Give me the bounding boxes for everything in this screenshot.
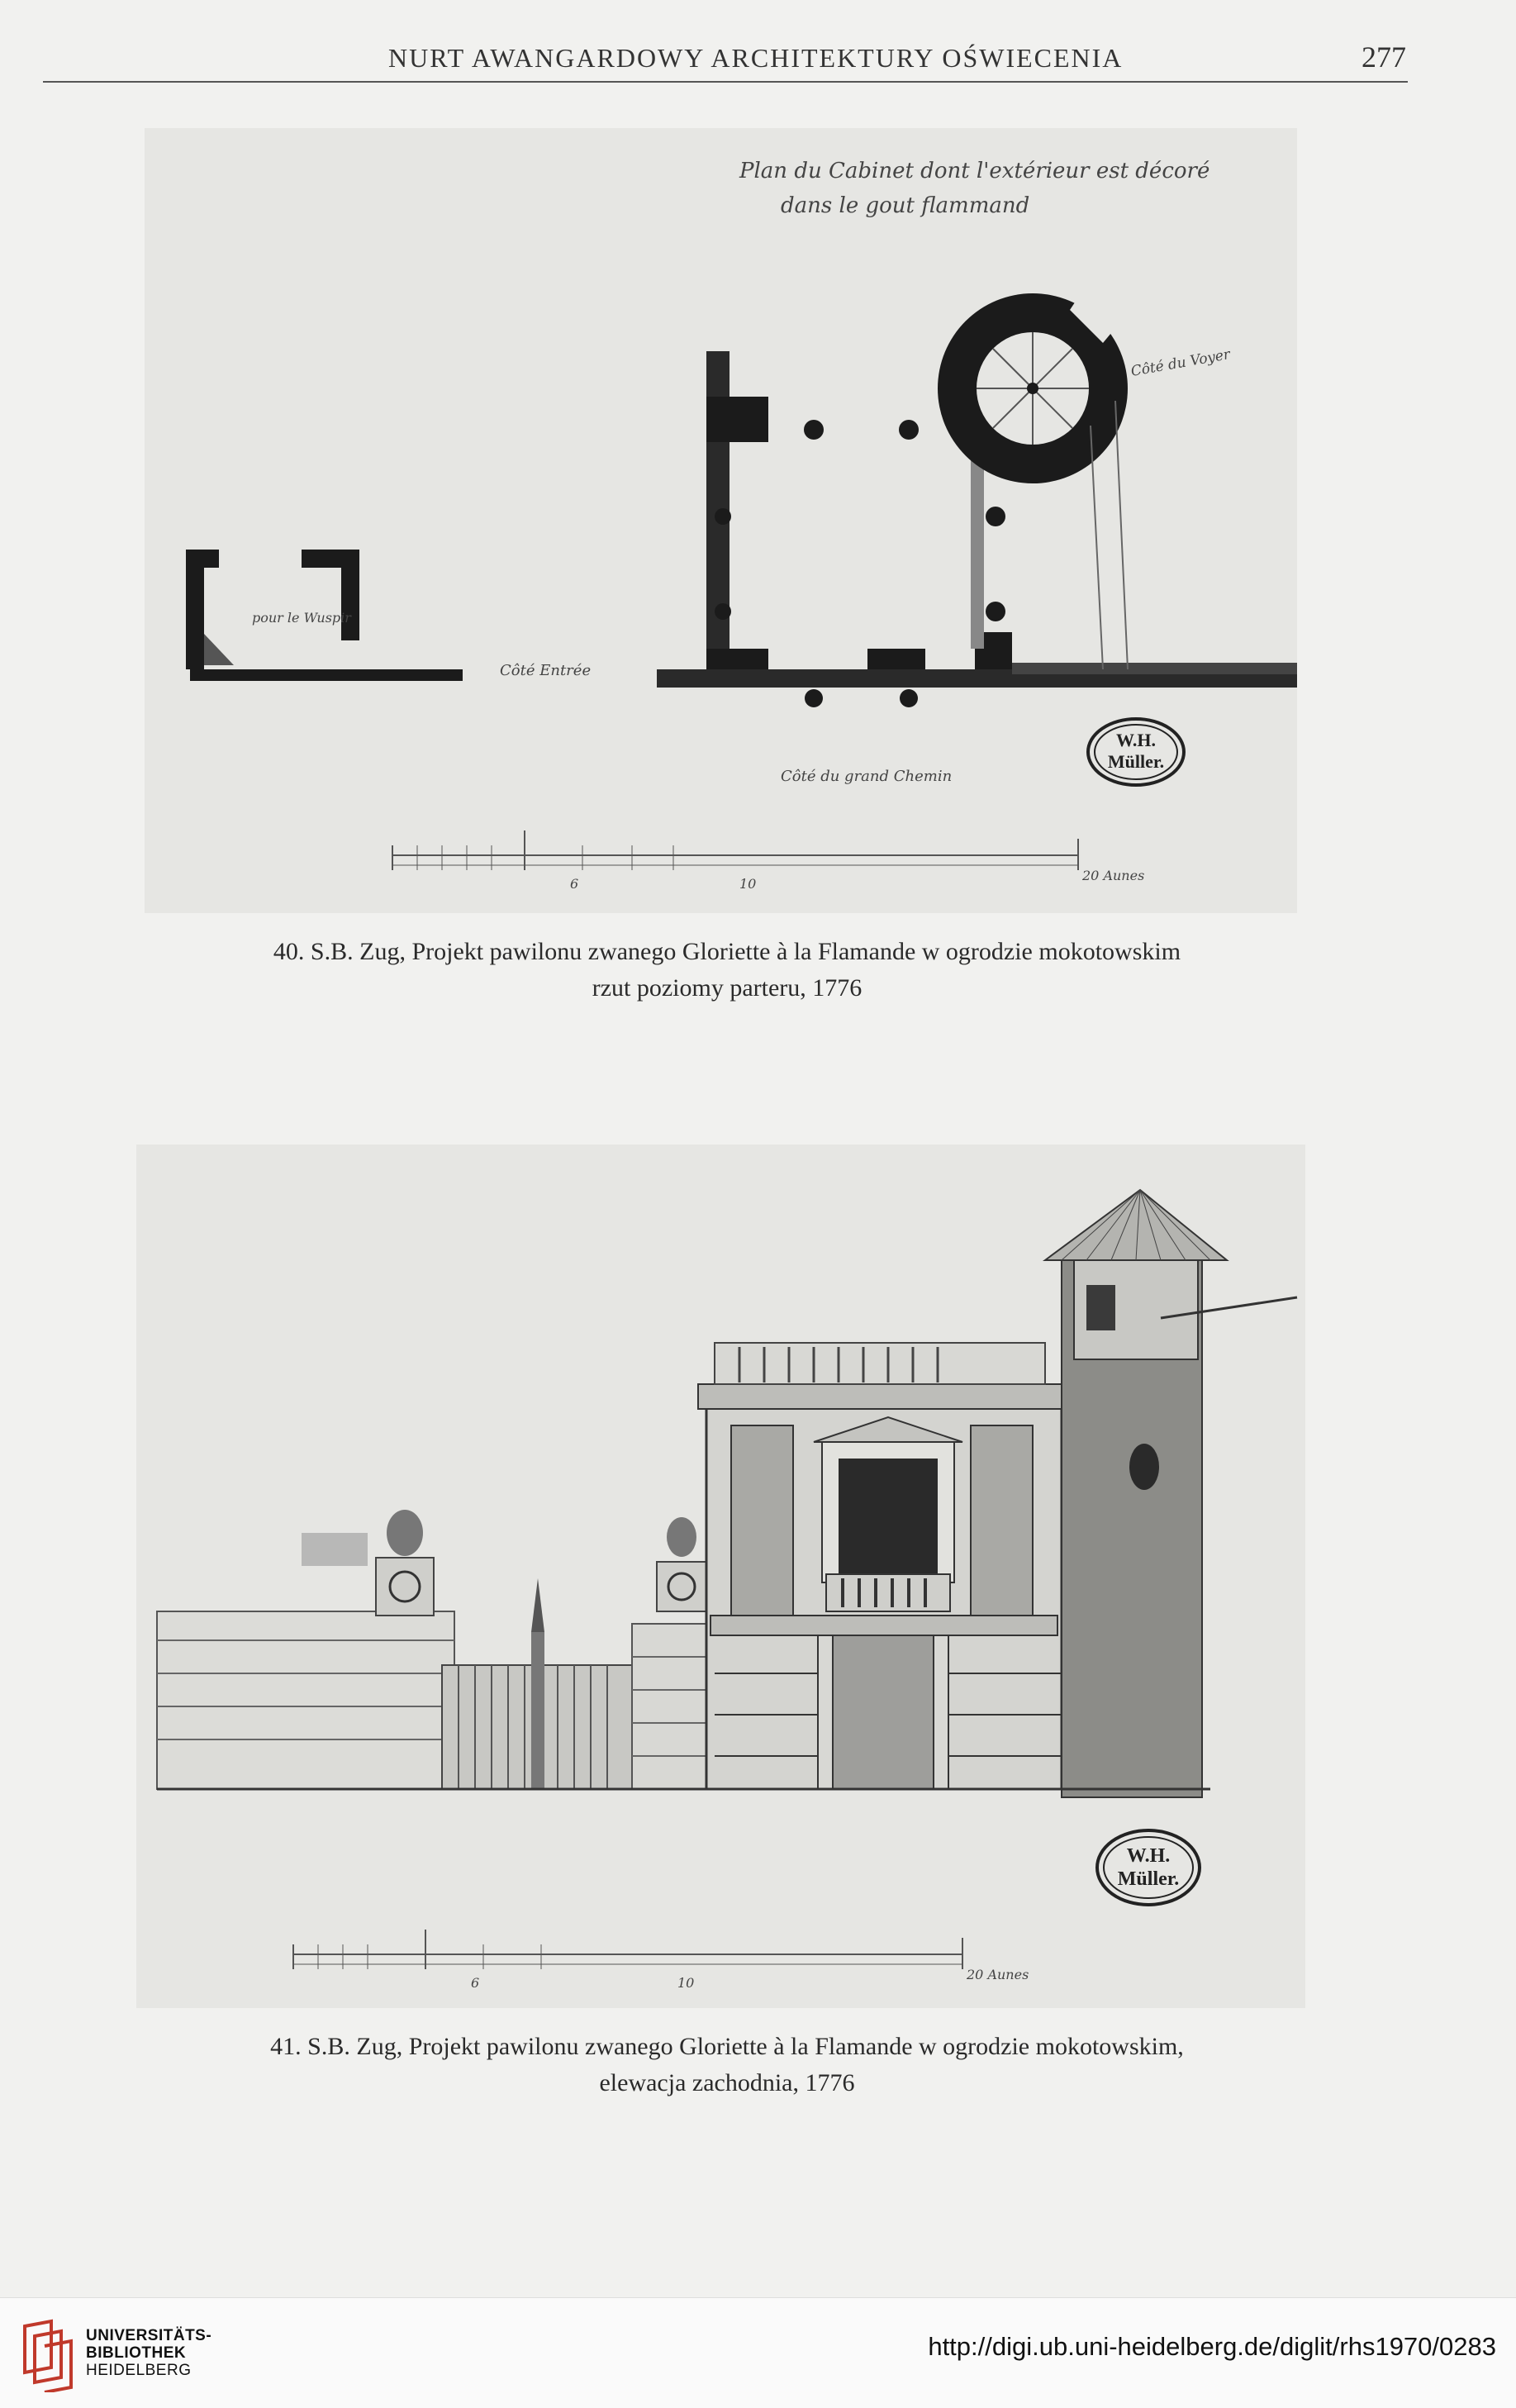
figure-41-elevation (136, 1145, 1305, 2008)
source-url-link[interactable]: http://digi.ub.uni-heidelberg.de/diglit/rhs1970/0283 (928, 2332, 1496, 2361)
scale-unit: 20 Aunes (967, 1967, 1029, 1982)
stamp-line1: W.H. (1115, 730, 1157, 750)
scale-unit: 20 Aunes (1082, 868, 1145, 883)
caption-41-line1: 41. S.B. Zug, Projekt pawilonu zwanego Gloriette à la Flamande w ogrodzie mokotowskim, (270, 2033, 1184, 2060)
scale-bar (293, 1930, 1029, 1991)
library-name-line1: UNIVERSITÄTS- (86, 2327, 212, 2344)
library-logo-icon[interactable] (18, 2318, 76, 2392)
entrance-annotation: Côté Entrée (500, 662, 592, 679)
outbuilding-plan (186, 550, 463, 681)
garden-wall (157, 1510, 454, 1789)
scale-label-0: 6 (471, 1975, 480, 1991)
elevation-drawing (136, 1145, 1305, 2008)
scale-label-0: 6 (570, 876, 579, 892)
page-number: 277 (1362, 40, 1406, 74)
library-name-line3: HEIDELBERG (86, 2362, 192, 2379)
figure-40-floor-plan (145, 128, 1297, 913)
library-stamp (1088, 719, 1184, 785)
scale-label-1: 10 (739, 876, 757, 892)
caption-41-line2: elewacja zachodnia, 1776 (599, 2069, 855, 2096)
caption-40-line1: 40. S.B. Zug, Projekt pawilonu zwanego Gloriette à la Flamande w ogrodzie mokotowskim (273, 938, 1181, 965)
pavilion-plan (657, 285, 1297, 707)
plan-title-line2: dans le gout flammand (781, 193, 1030, 218)
scale-label-1: 10 (677, 1975, 695, 1991)
scale-bar (392, 830, 1144, 892)
stamp-line1: W.H. (1126, 1845, 1171, 1867)
plan-title-line1: Plan du Cabinet dont l'extérieur est décoré (739, 159, 1210, 183)
stamp-line2: Müller. (1117, 1868, 1180, 1890)
running-title: NURT AWANGARDOWY ARCHITEKTURY OŚWIECENIA (388, 43, 1124, 73)
caption-40-line2: rzut poziomy parteru, 1776 (592, 974, 863, 1002)
library-stamp (1097, 1830, 1200, 1905)
side-annotation: Côté du Voyer (1129, 346, 1232, 380)
stamp-line2: Müller. (1107, 751, 1165, 772)
stair-tower (1045, 1190, 1297, 1797)
library-name[interactable] (86, 2327, 211, 2379)
header-rule (43, 81, 1408, 83)
figure-41-caption (0, 2029, 1454, 2101)
bottom-annotation: Côté du grand Chemin (781, 768, 953, 785)
garden-gate (442, 1578, 632, 1789)
library-name-line2: BIBLIOTHEK (86, 2344, 187, 2362)
pavilion-elevation (698, 1343, 1078, 1789)
floor-plan-drawing (145, 128, 1297, 913)
figure-40-caption (0, 934, 1454, 1007)
room-annotation: pour le Wuspir (252, 610, 351, 626)
